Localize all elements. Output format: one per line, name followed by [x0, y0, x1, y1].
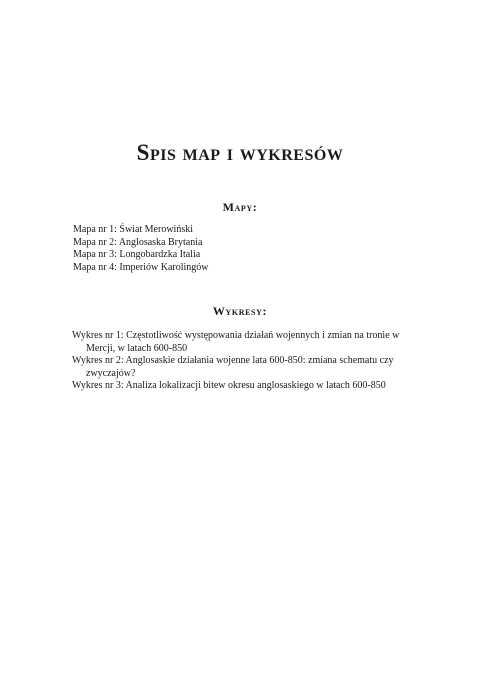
- list-item: Mapa nr 2: Anglosaska Brytania: [73, 236, 203, 248]
- list-item: Mapa nr 4: Imperiów Karolingów: [73, 261, 209, 273]
- list-item: Wykres nr 3: Analiza lokalizacji bitew okresu anglosaskiego w latach 600-850: [72, 380, 386, 391]
- page-title: Spis map i wykresów: [136, 140, 344, 165]
- list-item: Mapa nr 3: Longobardzka Italia: [73, 249, 201, 260]
- maps-list: [73, 224, 413, 274]
- list-item: Wykres nr 2: Anglosaskie działania wojenne lata 600-850: zmiana schematu czy zwyczajów?: [72, 355, 394, 379]
- list-item: Wykres nr 1: Częstotliwość występowania działań wojennych i zmian na tronie w Mercji, w latach 600-850: [72, 330, 400, 354]
- charts-section-heading: Wykresy:: [212, 304, 268, 318]
- charts-list: [72, 330, 422, 393]
- maps-section-heading: Mapy:: [222, 200, 258, 214]
- list-item: Mapa nr 1: Świat Merowiński: [73, 224, 193, 235]
